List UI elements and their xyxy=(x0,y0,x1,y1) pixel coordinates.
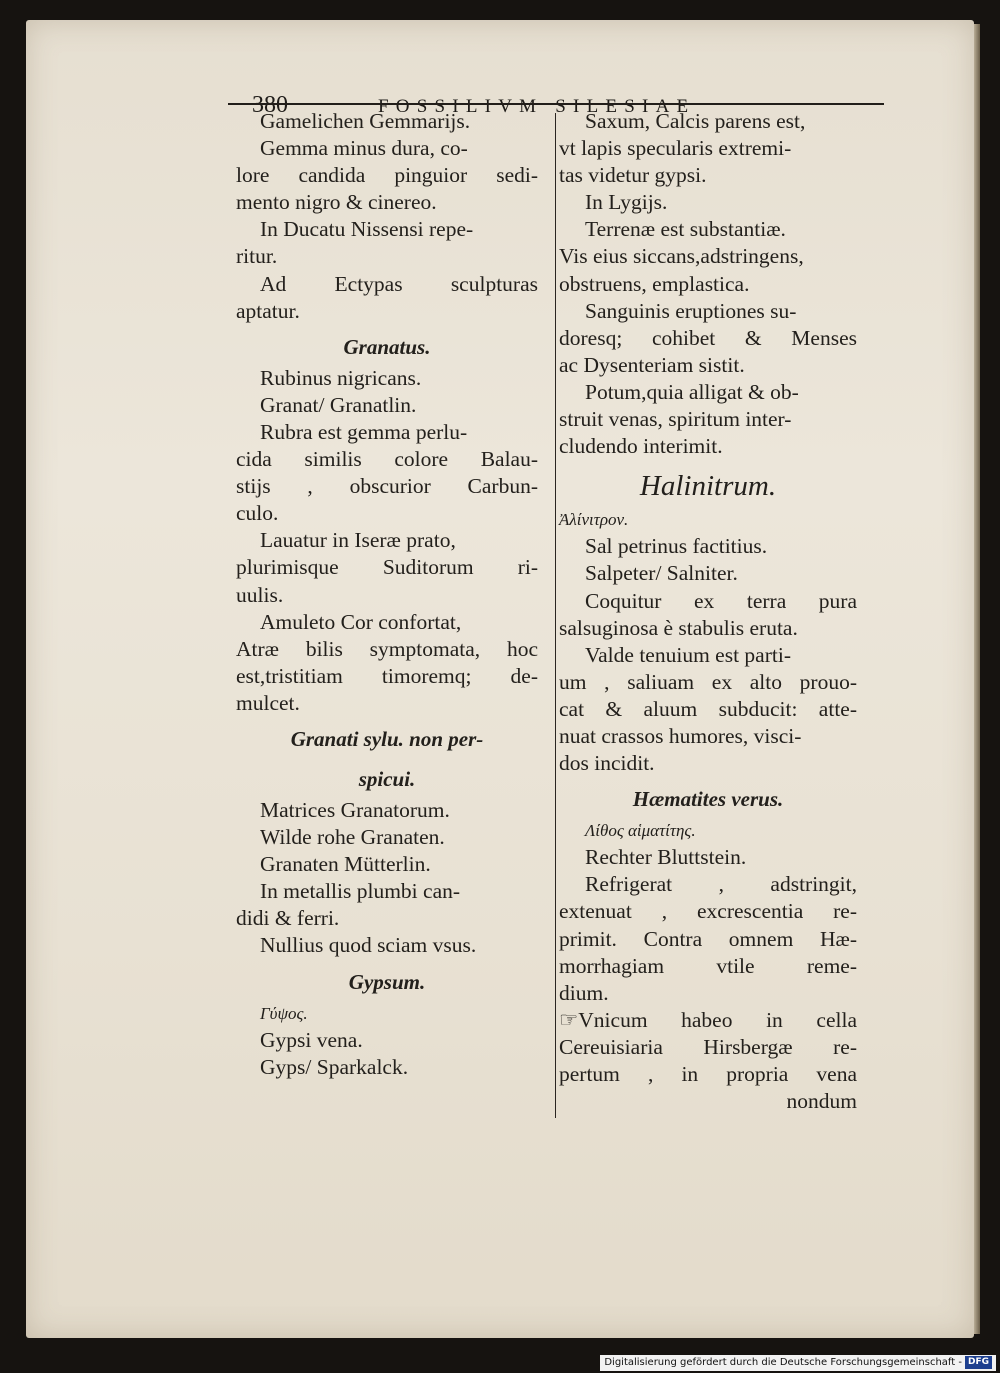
text-line: vt lapis specularis extremi- xyxy=(559,136,792,161)
text-line: obstruens, emplastica. xyxy=(559,271,750,296)
text-line: Cereuisiaria Hirsbergæ re- xyxy=(559,1034,857,1059)
section-heading: Halinitrum. xyxy=(639,470,777,503)
text-line: Gemma minus dura, co- xyxy=(260,136,468,161)
text-line: Ἀλίνιτρον. xyxy=(559,510,629,530)
text-line: Terrenæ est substantiæ. xyxy=(585,217,786,242)
text-line: doresq; cohibet & Menses xyxy=(559,325,857,350)
section-heading: Gypsum. xyxy=(348,969,426,994)
section-heading: spicui. xyxy=(358,766,416,791)
text-line: primit. Contra omnem Hæ- xyxy=(559,926,857,951)
section-heading: Hæmatites verus. xyxy=(632,787,784,812)
text-line: Valde tenuium est parti- xyxy=(585,642,791,667)
text-line: Amuleto Cor confortat, xyxy=(260,609,462,634)
text-line: culo. xyxy=(236,501,279,526)
text-line: In Lygijs. xyxy=(585,190,668,215)
text-line: cida similis colore Balau- xyxy=(236,447,538,472)
text-line: Rubinus nigricans. xyxy=(260,365,422,390)
text-line: tas videtur gypsi. xyxy=(559,163,707,188)
text-line: ac Dysenteriam sistit. xyxy=(559,352,745,377)
text-line: struit venas, spiritum inter- xyxy=(559,407,792,432)
dfg-logo: DFG xyxy=(965,1356,992,1369)
text-line: ☞Vnicum habeo in cella xyxy=(559,1007,857,1032)
text-line: didi & ferri. xyxy=(236,906,340,931)
section-heading: Granatus. xyxy=(343,334,431,359)
text-line: Granat/ Granatlin. xyxy=(260,392,417,417)
text-line: Ad Ectypas sculpturas xyxy=(260,271,538,296)
text-line: salsuginosa è stabulis eruta. xyxy=(559,615,798,640)
text-line: Rechter Bluttstein. xyxy=(585,845,747,870)
text-line: dium. xyxy=(559,980,609,1005)
text-line: Lauatur in Iseræ prato, xyxy=(260,528,456,553)
column-divider xyxy=(555,113,556,1118)
text-line: Saxum, Calcis parens est, xyxy=(585,109,806,133)
text-line: Sal petrinus factitius. xyxy=(585,534,768,559)
text-line: Coquitur ex terra pura xyxy=(585,588,857,613)
running-title: FOSSILIVM SILESIAE xyxy=(378,96,696,117)
header-rule xyxy=(228,103,884,105)
funding-footer xyxy=(600,1355,996,1371)
text-line: Vis eius siccans,adstringens, xyxy=(559,244,804,269)
text-line: Matrices Granatorum. xyxy=(260,797,450,822)
text-line: morrhagiam vtile reme- xyxy=(559,953,857,978)
right-column xyxy=(559,108,857,1115)
text-line: nuat crassos humores, visci- xyxy=(559,723,802,748)
text-line: Gyps/ Sparkalck. xyxy=(260,1054,409,1079)
text-line: Sanguinis eruptiones su- xyxy=(585,298,797,323)
text-line: cludendo interimit. xyxy=(559,434,723,459)
text-line: mulcet. xyxy=(236,690,300,715)
text-line: est,tristitiam timoremq; de- xyxy=(236,663,538,688)
text-line: Atræ bilis symptomata, hoc xyxy=(236,636,538,661)
text-line: Nullius quod sciam vsus. xyxy=(260,933,477,958)
text-line: Wilde rohe Granaten. xyxy=(260,825,445,850)
text-line: uulis. xyxy=(236,582,284,607)
text-line: stijs , obscurior Carbun- xyxy=(236,474,538,499)
text-line: Gamelichen Gemmarijs. xyxy=(260,109,471,133)
text-line: mento nigro & cinereo. xyxy=(236,190,437,215)
text-line: Granaten Mütterlin. xyxy=(260,852,431,877)
text-line: cat & aluum subducit: atte- xyxy=(559,696,857,721)
text-line: nondum xyxy=(786,1089,857,1114)
text-line: Γύψος. xyxy=(260,1003,308,1023)
text-line: plurimisque Suditorum ri- xyxy=(236,555,538,580)
text-line: In metallis plumbi can- xyxy=(260,879,461,904)
text-line: Rubra est gemma perlu- xyxy=(260,419,468,444)
text-line: pertum , in propria vena xyxy=(559,1062,857,1086)
text-line: extenuat , excrescentia re- xyxy=(559,899,857,924)
text-line: Potum,quia alligat & ob- xyxy=(585,379,799,404)
text-line: um , saliuam ex alto prouo- xyxy=(559,669,857,694)
text-line: Gypsi vena. xyxy=(260,1027,363,1052)
text-line: Refrigerat , adstringit, xyxy=(585,872,857,897)
text-line: dos incidit. xyxy=(559,751,655,776)
text-line: Λίθος αἱματίτης. xyxy=(585,821,696,841)
text-line: lore candida pinguior sedi- xyxy=(236,163,538,188)
text-line: ritur. xyxy=(236,244,278,269)
left-column xyxy=(236,108,538,1081)
footer-text: Digitalisierung gefördert durch die Deutsche Forschungsgemeinschaft - xyxy=(604,1357,962,1368)
page-number: 380 xyxy=(252,92,288,118)
text-line: In Ducatu Nissensi repe- xyxy=(260,217,474,242)
section-heading: Granati sylu. non per- xyxy=(290,726,484,751)
text-line: aptatur. xyxy=(236,298,300,323)
text-line: Salpeter/ Salniter. xyxy=(585,561,738,586)
